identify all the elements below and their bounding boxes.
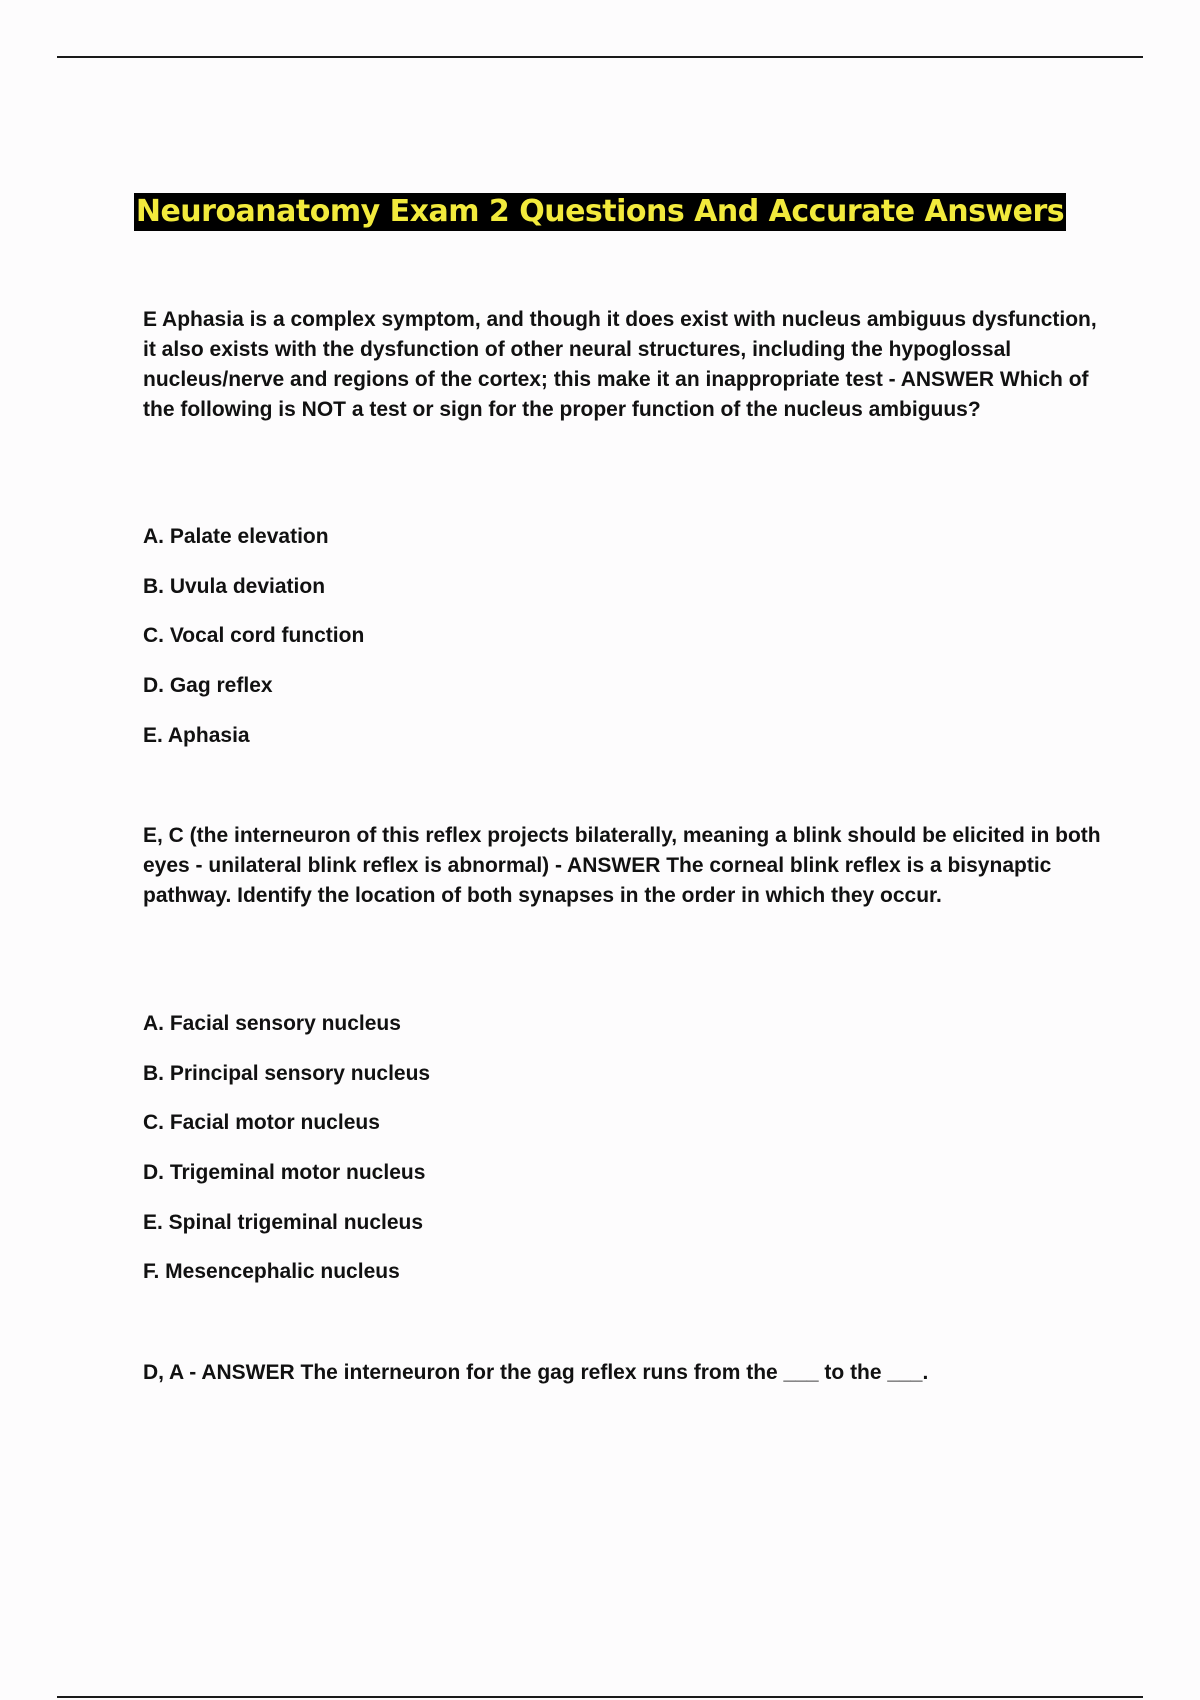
q2-text: E, C (the interneuron of this reflex projects bilaterally, meaning a blink should be elicited in both eyes - unilateral blink reflex is abnormal) - ANSWER The corneal blink reflex is a bisynaptic pathway. Identify the location of both synapses in the order in which they occur. bbox=[143, 824, 1101, 907]
q1-option-a: A. Palate elevation bbox=[143, 525, 329, 548]
q2-option-b: B. Principal sensory nucleus bbox=[143, 1062, 431, 1085]
q3-text: D, A - ANSWER The interneuron for the gag reflex runs from the ___ to the ___. bbox=[143, 1361, 929, 1384]
title-container bbox=[0, 193, 1200, 231]
q1-option-e: E. Aphasia bbox=[143, 724, 250, 747]
q1-option-c: C. Vocal cord function bbox=[143, 624, 365, 647]
top-rule bbox=[57, 56, 1143, 58]
q2-option-e: E. Spinal trigeminal nucleus bbox=[143, 1211, 424, 1234]
q2-option-a: A. Facial sensory nucleus bbox=[143, 1012, 401, 1035]
q1-option-d: D. Gag reflex bbox=[143, 674, 273, 697]
document-title: Neuroanatomy Exam 2 Questions And Accurate Answers bbox=[135, 194, 1065, 229]
bottom-rule bbox=[57, 1696, 1143, 1698]
q2-option-c: C. Facial motor nucleus bbox=[143, 1111, 380, 1134]
q1-text: E Aphasia is a complex symptom, and though it does exist with nucleus ambiguus dysfunction, it also exists with the dysfunction of other neural structures, including the hypoglossal nucleus/nerve and regions of the cortex; this make it an inappropriate test - ANSWER Which of the following is NOT a test or sign for the proper function of the nucleus ambiguus? bbox=[143, 308, 1097, 421]
q2-option-f: F. Mesencephalic nucleus bbox=[143, 1260, 400, 1283]
q1-option-b: B. Uvula deviation bbox=[143, 575, 326, 598]
q2-option-d: D. Trigeminal motor nucleus bbox=[143, 1161, 426, 1184]
